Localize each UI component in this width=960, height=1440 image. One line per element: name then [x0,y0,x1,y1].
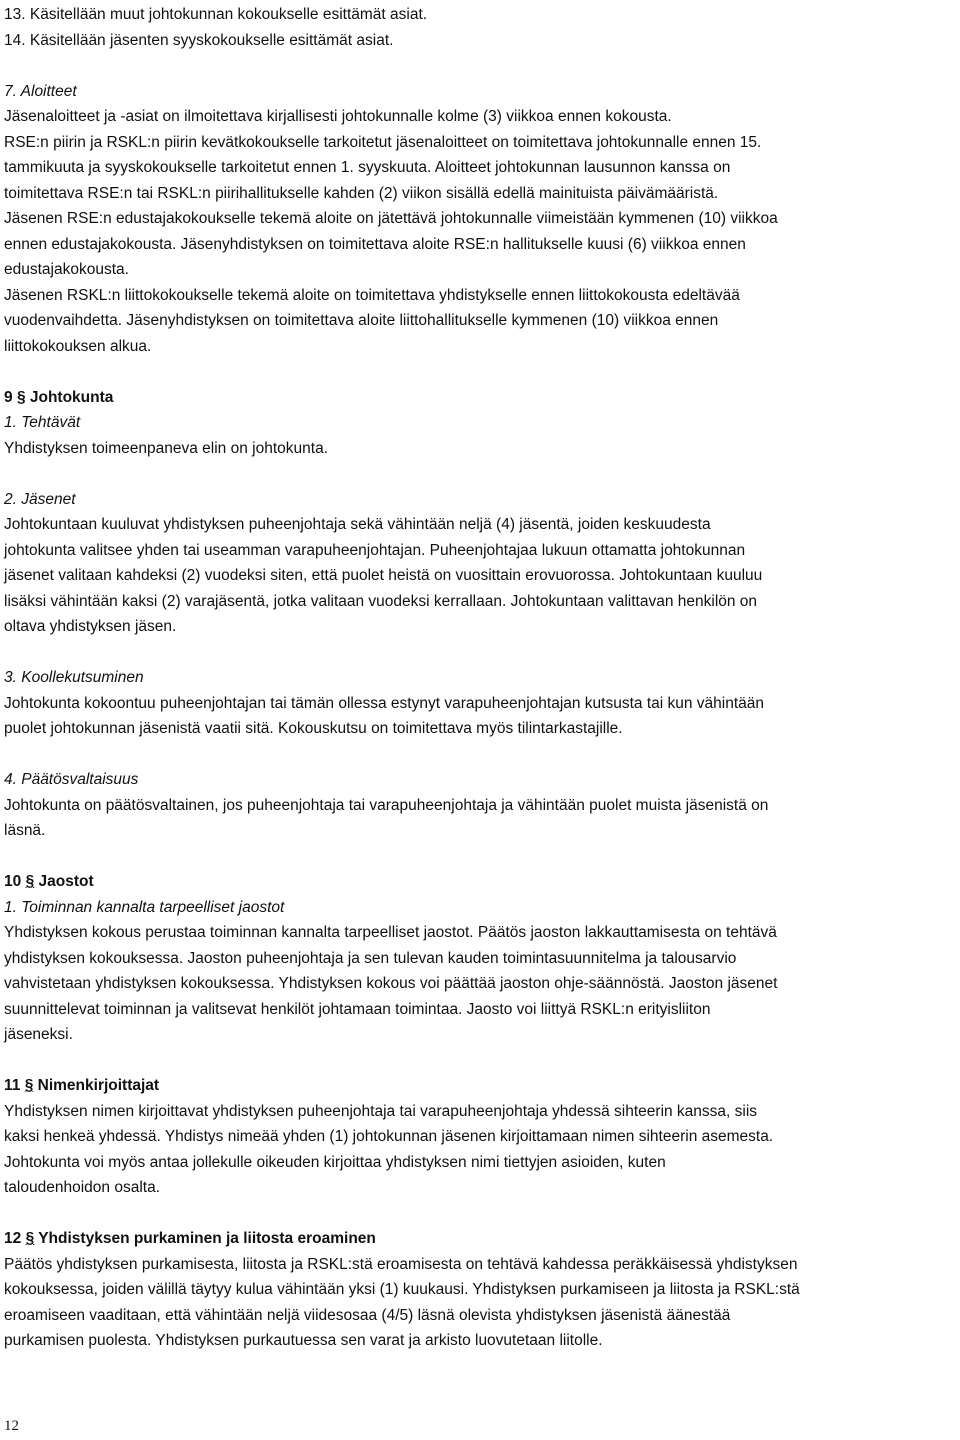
section-12 [4,1226,956,1354]
section-line: Päätös yhdistyksen purkamisesta, liitosta ja RSKL:stä eroamisesta on tehtävä kahdessa peräkkäisessä yhdistyksen [4,1255,798,1273]
section-title: Johtokunta [29,388,114,406]
initiatives-section [4,79,956,360]
agenda-items [4,2,956,53]
subsection-line: lisäksi vähintään kaksi (2) varajäsentä, jotka valitaan vuodeksi kerrallaan. Johtokuntaan valittavan henkilön on [4,592,758,610]
subsection-line: oltava yhdistyksen jäsen. [4,618,177,635]
subsection-line: vahvistetaan yhdistyksen kokouksessa. Yhdistyksen kokous voi päättää jaoston ohje-säännöstä. Jaoston jäsenet [4,975,778,992]
initiatives-title: 7. Aloitteet [4,82,77,100]
subsection-line: Johtokunta kokoontuu puheenjohtajan tai tämän ollessa estynyt varapuheenjohtajan kutsusta tai kun vähintään [4,694,765,712]
section-title: Yhdistyksen purkaminen ja liitosta eroaminen [38,1230,376,1247]
section-sign: § [16,388,26,406]
subsection-line: Johtokuntaan kuuluvat yhdistyksen puheenjohtaja sekä vähintään neljä (4) jäsentä, joiden keskuudesta [4,516,711,533]
section-title: Jaostot [38,873,94,890]
subsection-line: Yhdistyksen kokous perustaa toiminnan kannalta tarpeelliset jaostot. Päätös jaoston lakkauttamisesta on tehtävä [4,924,777,941]
subsection-line: suunnittelevat toiminnan ja valitsevat henkilöt johtamaan toimintaa. Jaosto voi liittyä RSKL:n erityisliiton [4,1000,711,1018]
initiatives-line: Jäsenen RSKL:n liittokokoukselle tekemä aloite on toimitettava yhdistykselle ennen liittokokousta edeltävää [4,286,740,304]
subsection-line: jäseneksi. [4,1026,73,1043]
initiatives-line: toimitettava RSE:n tai RSKL:n piirihallitukselle kahden (2) viikon sisällä edellä mainituista päivämääristä. [4,184,719,202]
subsection-line: johtokunta valitsee yhden tai useamman varapuheenjohtajan. Puheenjohtajaa lukuun ottamatta johtokunnan [4,541,746,559]
page-number: 12 [4,1418,19,1434]
subsection-title: 2. Jäsenet [4,490,76,508]
initiatives-line: edustajakokousta. [4,261,129,278]
section-sign: § [24,1077,34,1094]
section-heading [4,1073,956,1099]
section-11 [4,1073,956,1201]
section-sign: § [25,873,35,890]
section-line: Johtokunta voi myös antaa jollekulle oikeuden kirjoittaa yhdistyksen nimi tiettyjen asioiden, kuten [4,1153,666,1171]
initiatives-line: liittokokouksen alkua. [4,337,152,355]
subsection-title: 1. Toiminnan kannalta tarpeelliset jaostot [4,898,285,916]
section-9 [4,385,956,844]
subsection-title: 1. Tehtävät [4,414,81,431]
initiatives-line: ennen edustajakokousta. Jäsenyhdistyksen on toimitettava aloite RSE:n hallitukselle kuusi (6) viikkoa ennen [4,235,746,253]
section-number: 11 [4,1077,21,1094]
subsection-line: puolet johtokunnan jäsenistä vaatii sitä. Kokouskutsu on toimitettava myös tilintarkastajille. [4,720,623,737]
initiatives-line: Jäsenen RSE:n edustajakokoukselle tekemä aloite on jätettävä johtokunnalle viimeistään kymmenen (10) viikkoa [4,210,778,227]
initiatives-line: tammikuuta ja syyskokoukselle tarkoitetut ennen 1. syyskuuta. Aloitteet johtokunnan lausunnon kanssa on [4,159,731,176]
subsection-title: 3. Koollekutsuminen [4,669,144,686]
section-line: taloudenhoidon osalta. [4,1179,160,1196]
agenda-item-13: 13. Käsitellään muut johtokunnan kokoukselle esittämät asiat. [4,6,428,23]
subsection-line: yhdistyksen kokouksessa. Jaoston puheenjohtaja ja sen tulevan kauden toimintasuunnitelma ja talousarvio [4,949,737,967]
section-heading [4,385,956,411]
subsection-line: läsnä. [4,822,46,839]
section-line: kokouksessa, joiden välillä täytyy kulua vähintään yksi (1) kuukausi. Yhdistyksen purkamiseen ja liitosta ja RSKL:stä [4,1281,800,1298]
section-title: Nimenkirjoittajat [37,1077,160,1094]
section-10 [4,869,956,1048]
subsection-title: 4. Päätösvaltaisuus [4,771,139,788]
initiatives-line: Jäsenaloitteet ja -asiat on ilmoitettava kirjallisesti johtokunnalle kolme (3) viikkoa ennen kokousta. [4,108,672,125]
section-number: 12 [4,1230,22,1247]
section-line: Yhdistyksen nimen kirjoittavat yhdistyksen puheenjohtaja tai varapuheenjohtaja yhdessä sihteerin kanssa, siis [4,1102,758,1120]
section-line: kaksi henkeä yhdessä. Yhdistys nimeää yhden (1) johtokunnan jäsenen kirjoittamaan nimen sihteerin asemesta. [4,1128,774,1145]
section-number: 9 [4,388,13,406]
subsection-line: Johtokunta on päätösvaltainen, jos puheenjohtaja tai varapuheenjohtaja ja vähintään puolet muista jäsenistä on [4,796,769,814]
section-heading [4,869,956,895]
agenda-item-14: 14. Käsitellään jäsenten syyskokoukselle esittämät asiat. [4,31,394,49]
subsection-line: Yhdistyksen toimeenpaneva elin on johtokunta. [4,439,328,457]
section-sign: § [25,1230,35,1247]
section-number: 10 [4,873,22,890]
section-line: eroamiseen vaaditaan, että vähintään neljä viidesosaa (4/5) läsnä olevista yhdistyksen jäsenistä äänestää [4,1306,731,1324]
section-line: purkamisen puolesta. Yhdistyksen purkautuessa sen varat ja arkisto luovutetaan liitolle. [4,1332,603,1349]
initiatives-line: vuodenvaihdetta. Jäsenyhdistyksen on toimitettava aloite liittohallitukselle kymmenen (10) viikkoa ennen [4,312,719,329]
initiatives-line: RSE:n piirin ja RSKL:n piirin kevätkokoukselle tarkoitetut jäsenaloitteet on toimitettava johtokunnalle ennen 15. [4,133,762,151]
section-heading [4,1226,956,1252]
subsection-line: jäsenet valitaan kahdeksi (2) vuodeksi siten, että puolet heistä on vuosittain erovuorossa. Johtokuntaan kuuluu [4,567,763,584]
